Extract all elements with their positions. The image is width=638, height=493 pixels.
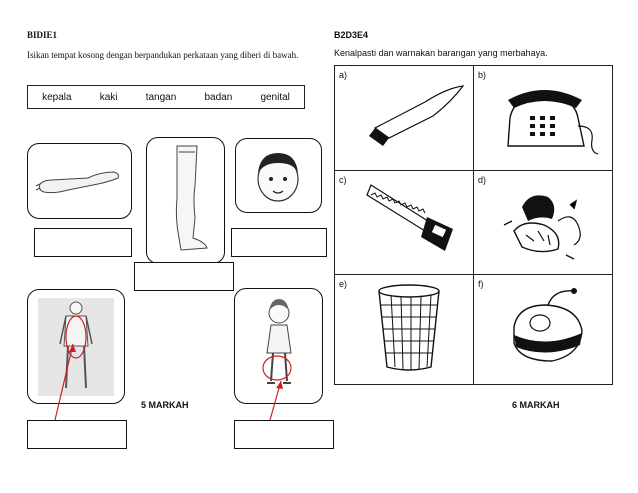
arrow-line: [55, 344, 73, 420]
knife-icon: [335, 66, 473, 170]
cell-label: e): [339, 279, 348, 289]
grid-cell[interactable]: [474, 275, 612, 384]
telephone-icon: [474, 66, 612, 170]
word-bank-item: badan: [204, 91, 233, 103]
left-title: BIDIE1: [27, 30, 58, 40]
cell-label: a): [339, 70, 348, 80]
word-bank-item: tangan: [145, 91, 177, 103]
iron-icon: [474, 275, 612, 384]
right-marks: 6 MARKAH: [512, 400, 560, 410]
grid-cell[interactable]: [335, 66, 473, 170]
saw-icon: [335, 171, 473, 274]
cell-label: f): [478, 279, 484, 289]
word-bank-item: genital: [260, 91, 290, 103]
hazard-grid: [334, 65, 613, 385]
cell-label: c): [339, 175, 347, 185]
grid-cell[interactable]: [335, 275, 473, 384]
cell-label: d): [478, 175, 487, 185]
left-instruction: Isikan tempat kosong dengan berpandukan perkataan yang diberi di bawah.: [27, 50, 299, 60]
grid-cell[interactable]: [335, 171, 473, 274]
waste-basket-icon: [335, 275, 473, 384]
left-marks: 5 MARKAH: [141, 400, 189, 410]
word-bank-item: kaki: [99, 91, 118, 103]
right-title: B2D3E4: [334, 30, 369, 40]
answer-box-body[interactable]: [27, 420, 127, 449]
arrow-head: [69, 344, 76, 352]
grid-cell[interactable]: [474, 171, 612, 274]
broken-telephone-icon: [474, 171, 612, 274]
cell-label: b): [478, 70, 487, 80]
answer-box-foot[interactable]: [234, 420, 334, 449]
word-bank-item: kepala: [42, 91, 72, 103]
arrow-head: [276, 381, 283, 389]
right-instruction: Kenalpasti dan warnakan barangan yang merbahaya.: [334, 48, 548, 58]
grid-cell[interactable]: [474, 66, 612, 170]
